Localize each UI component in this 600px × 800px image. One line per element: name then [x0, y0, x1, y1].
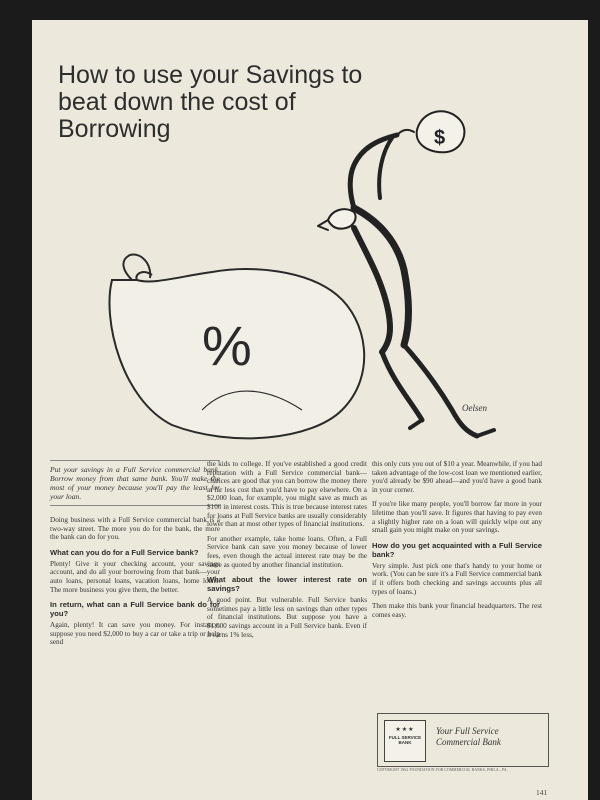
- subheading: In return, what can a Full Service bank do for you?: [50, 600, 220, 619]
- paragraph: this only cuts you out of $10 a year. Meanwhile, if you had taken advantage of the low-cost loan we mentioned earlier, you'd already be $90 ahead—and you'd have a good bank in your corner.: [372, 460, 542, 494]
- subheading: What about the lower interest rate on savings?: [207, 575, 367, 594]
- paragraph: If you're like many people, you'll borrow far more in your lifetime than you'll save. It figures that having to pay even a slightly higher rate on a loan will quickly wipe out any small gain you might make on your savings.: [372, 500, 542, 535]
- paragraph: For another example, take home loans. Often, a Full Service bank can save you money because of lower fees, even though the actual interest rate may be the same as quoted by another financial institution.: [207, 534, 367, 569]
- text-column-2: [207, 460, 367, 645]
- subheading: What can you do for a Full Service bank?: [50, 547, 199, 557]
- stars: ★★★: [395, 727, 415, 733]
- paragraph: Very simple. Just pick one that's handy to your home or work. (You can be sure it's a Full Service commercial bank if it offers both checking and savings accounts plus all types of loans.): [372, 561, 542, 596]
- paragraph: Then make this bank your financial headquarters. The rest comes easy.: [372, 602, 542, 619]
- lead-paragraph: Put your savings in a Full Service commercial bank. Borrow money from that same bank. You'll make the most of your money because you'll pay the least for your loan.: [50, 460, 220, 506]
- paragraph: the kids to college. If you've established a good credit reputation with a Full Service commercial bank—chances are good that you can borrow the money there at far less cost than you'd have to pay elsewhere. On a $2,000 loan, for example, you might save as much as $100 in interest costs. This is true because interest rates for loans at Full Service banks are usually considerably lower than at most other types of financial institutions.: [207, 460, 367, 529]
- text-column-3: [372, 460, 542, 625]
- paragraph: Doing business with a Full Service commercial bank is a two-way street. The more you do for the bank, the more the bank can do for you.: [50, 516, 220, 542]
- magazine-page: [32, 20, 588, 800]
- subheading: How do you get acquainted with a Full Service bank?: [372, 540, 542, 559]
- paragraph: Plenty! Give it your checking account, your savings account, and do all your borrowing from that bank—your auto loans, personal loans, vacation loans, home loans. The more business you give them, the better.: [50, 559, 220, 594]
- text-column-1: [50, 460, 220, 653]
- bank-logo-box: [377, 713, 549, 767]
- percent-symbol: %: [202, 314, 252, 377]
- cartoon-illustration: [92, 80, 512, 450]
- full-service-seal-icon: [384, 720, 426, 762]
- paragraph: Again, plenty! It can save you money. For instance, suppose you need $2,000 to buy a car or take a trip or help send: [50, 621, 220, 647]
- headline: How to use your Savings to beat down the cost of Borrowing: [58, 61, 363, 143]
- dollar-symbol: $: [434, 127, 446, 149]
- paragraph: A good point. But vulnerable. Full Service banks sometimes pay a little less on savings than other types of financial institutions. But suppose you have a $1,000 savings account in a Full Service bank. Even if it earns 1% less,: [207, 596, 367, 639]
- artist-signature: Oelsen: [462, 403, 487, 413]
- seal-text: FULL SERVICE BANK: [388, 735, 422, 745]
- copyright-line: COPYRIGHT 1962 FOUNDATION FOR COMMERCIAL BANKS, PHILA., PA.: [377, 768, 508, 772]
- bank-name: Your Full Service Commercial Bank: [436, 726, 501, 747]
- page-number: 141: [536, 788, 548, 797]
